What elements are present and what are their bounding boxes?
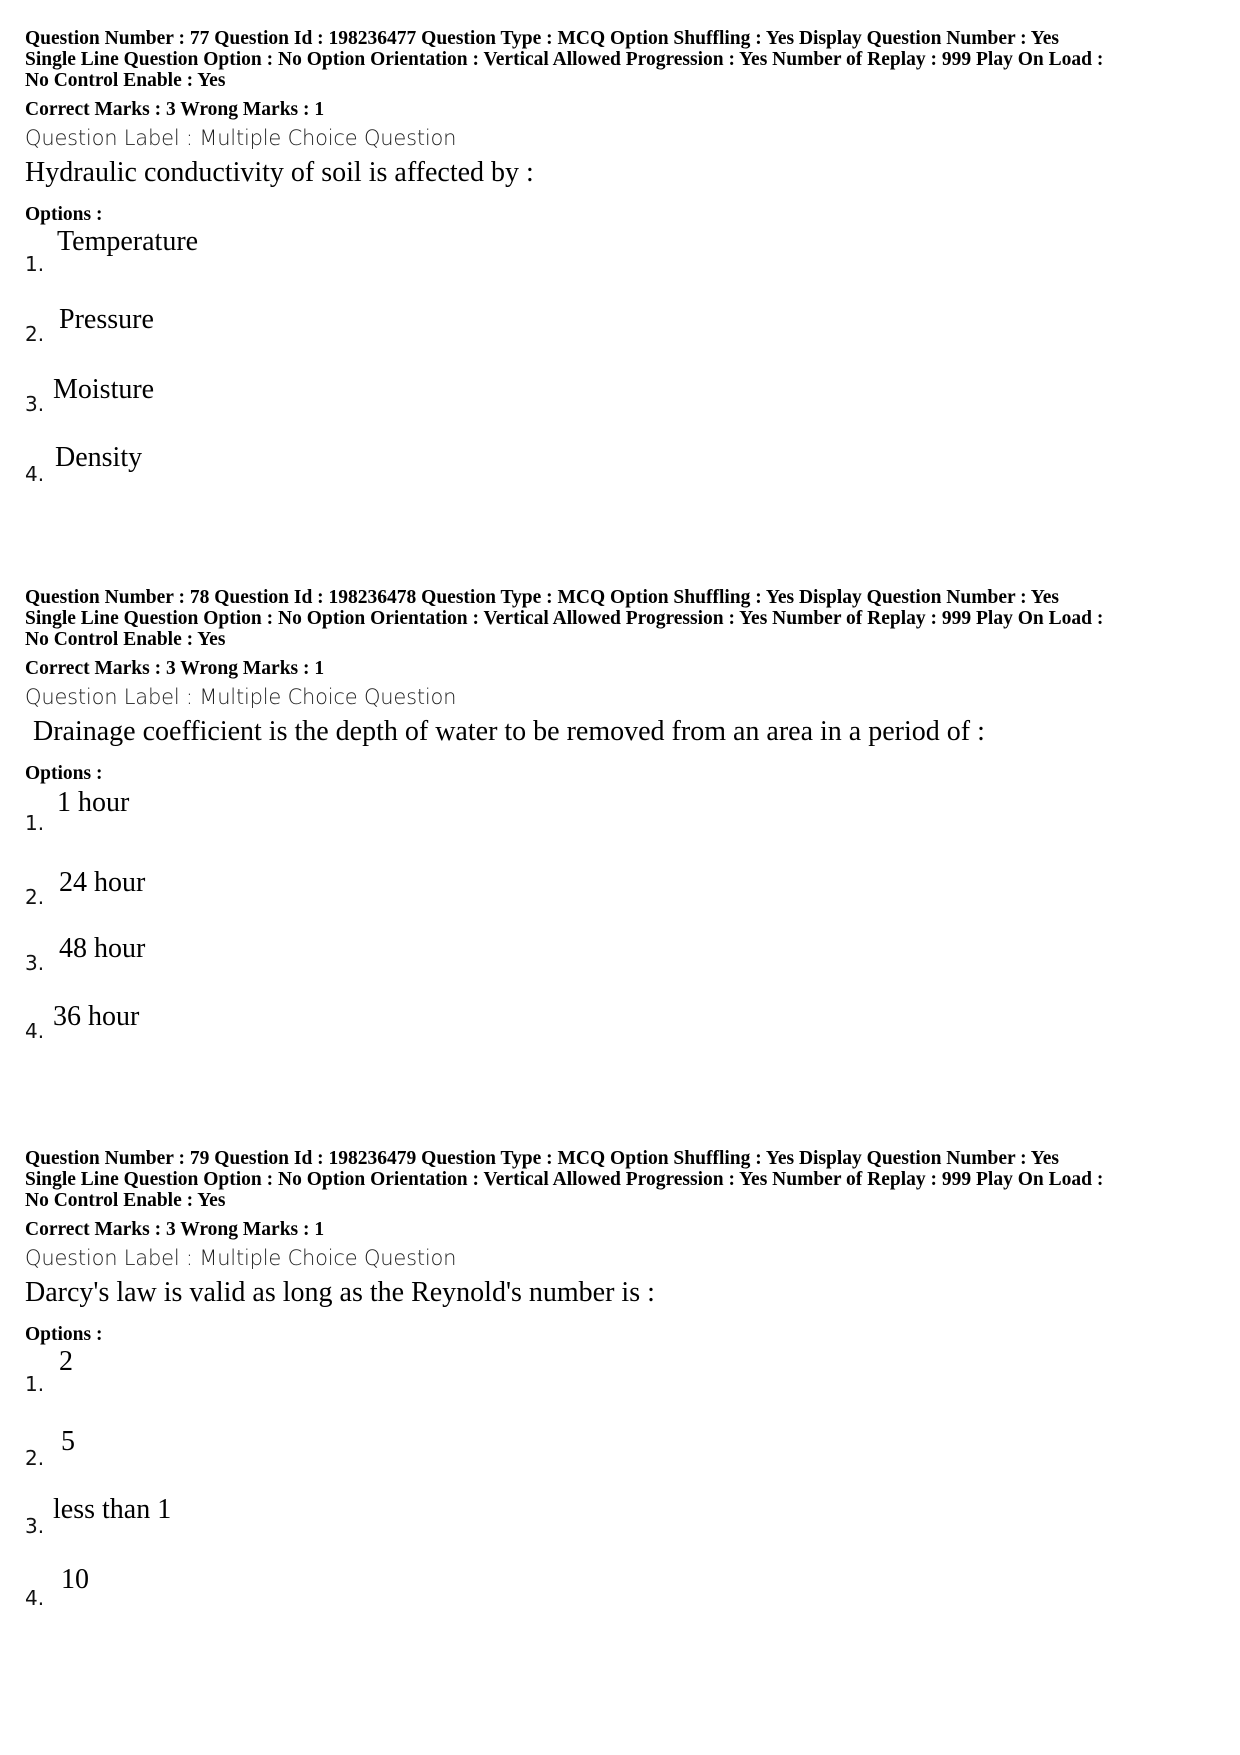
option-number: 4. xyxy=(25,1019,45,1043)
question-label: Question Label : Multiple Choice Question xyxy=(25,1246,457,1270)
option-item xyxy=(25,304,1225,382)
option-number: 3. xyxy=(25,951,45,975)
meta-line: No Control Enable : Yes xyxy=(25,1190,226,1211)
question-meta xyxy=(25,1148,1225,1211)
option-item xyxy=(25,1564,1225,1658)
option-item xyxy=(25,1001,1225,1097)
option-text: 24 hour xyxy=(59,867,146,898)
question-meta xyxy=(25,587,1225,650)
question-block xyxy=(25,587,1225,1097)
option-text: 48 hour xyxy=(59,933,146,964)
options-list xyxy=(25,226,1225,538)
meta-line: Question Number : 78 Question Id : 198236478 Question Type : MCQ Option Shuffling : Yes Display Question Number : Yes xyxy=(25,587,1059,608)
options-heading: Options : xyxy=(25,763,103,784)
question-block xyxy=(25,28,1225,538)
question-text: Darcy's law is valid as long as the Reynold's number is : xyxy=(25,1277,655,1308)
option-item xyxy=(25,785,1225,863)
option-item xyxy=(25,374,1225,460)
options-list xyxy=(25,785,1225,1097)
question-text: Hydraulic conductivity of soil is affected by : xyxy=(25,157,534,188)
option-text: 1 hour xyxy=(57,787,130,818)
question-label: Question Label : Multiple Choice Question xyxy=(25,126,457,150)
option-number: 1. xyxy=(25,811,45,835)
option-text: Temperature xyxy=(57,226,199,257)
question-marks: Correct Marks : 3 Wrong Marks : 1 xyxy=(25,99,325,120)
option-text: 5 xyxy=(61,1426,75,1457)
option-item xyxy=(25,933,1225,1019)
option-number: 3. xyxy=(25,1514,45,1538)
meta-line: Single Line Question Option : No Option Orientation : Vertical Allowed Progression : Yes Number of Replay : 999 Play On Load : xyxy=(25,49,1104,70)
meta-line: Question Number : 79 Question Id : 198236479 Question Type : MCQ Option Shuffling : Yes Display Question Number : Yes xyxy=(25,1148,1059,1169)
option-item xyxy=(25,442,1225,538)
options-heading: Options : xyxy=(25,1324,103,1345)
options-list xyxy=(25,1346,1225,1658)
meta-line: No Control Enable : Yes xyxy=(25,70,226,91)
question-marks: Correct Marks : 3 Wrong Marks : 1 xyxy=(25,658,325,679)
option-text: 2 xyxy=(59,1346,73,1377)
question-text: Drainage coefficient is the depth of water to be removed from an area in a period of : xyxy=(33,716,985,747)
option-text: less than 1 xyxy=(53,1494,172,1525)
option-number: 2. xyxy=(25,885,45,909)
option-number: 3. xyxy=(25,392,45,416)
option-number: 4. xyxy=(25,1586,45,1610)
meta-line: Single Line Question Option : No Option Orientation : Vertical Allowed Progression : Yes Number of Replay : 999 Play On Load : xyxy=(25,1169,1104,1190)
option-number: 1. xyxy=(25,252,45,276)
option-item xyxy=(25,1424,1225,1502)
question-block xyxy=(25,1148,1225,1658)
option-item xyxy=(25,1494,1225,1580)
option-text: Moisture xyxy=(53,374,155,405)
question-meta xyxy=(25,28,1225,91)
option-number: 2. xyxy=(25,1446,45,1470)
option-text: 36 hour xyxy=(53,1001,140,1032)
meta-line: Question Number : 77 Question Id : 198236477 Question Type : MCQ Option Shuffling : Yes Display Question Number : Yes xyxy=(25,28,1059,49)
option-item xyxy=(25,1346,1225,1424)
meta-line: No Control Enable : Yes xyxy=(25,629,226,650)
meta-line: Single Line Question Option : No Option Orientation : Vertical Allowed Progression : Yes Number of Replay : 999 Play On Load : xyxy=(25,608,1104,629)
option-item xyxy=(25,863,1225,941)
option-text: Density xyxy=(55,442,143,473)
option-text: Pressure xyxy=(59,304,154,335)
question-marks: Correct Marks : 3 Wrong Marks : 1 xyxy=(25,1219,325,1240)
options-heading: Options : xyxy=(25,204,103,225)
option-item xyxy=(25,226,1225,304)
option-number: 4. xyxy=(25,462,45,486)
option-number: 2. xyxy=(25,322,45,346)
option-number: 1. xyxy=(25,1372,45,1396)
option-text: 10 xyxy=(61,1564,89,1595)
question-label: Question Label : Multiple Choice Question xyxy=(25,685,457,709)
